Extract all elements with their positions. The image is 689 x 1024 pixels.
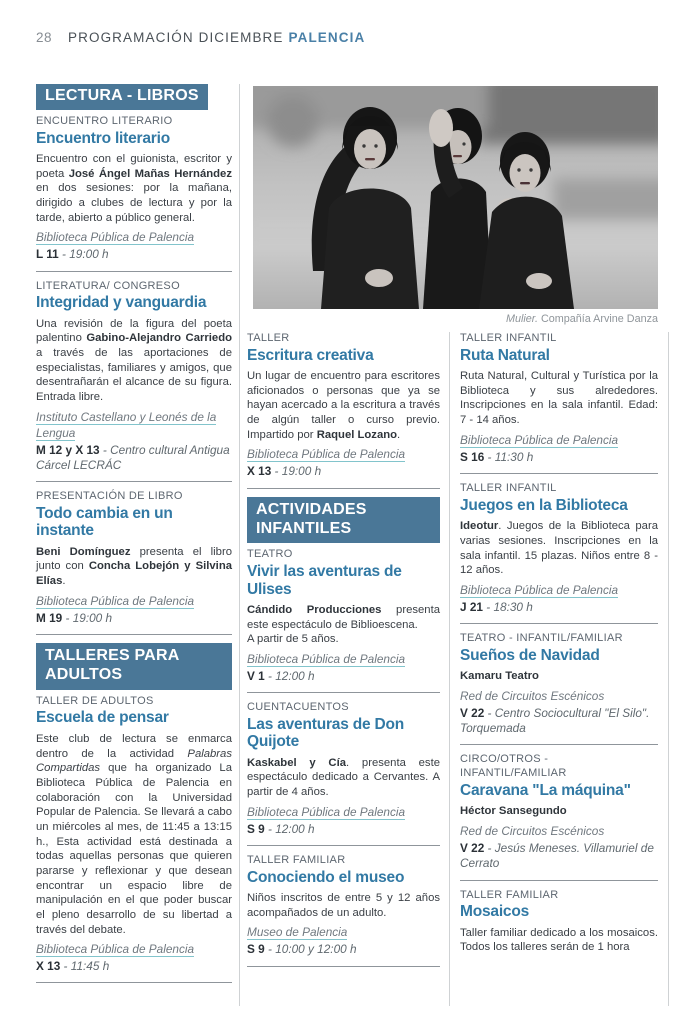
section-divider bbox=[247, 966, 440, 967]
text-run: a través de las aportaciones de especialistas, familiares y amigos, que desentrañarán el alcance de su figura. Entrada libre. bbox=[36, 347, 232, 404]
section-divider bbox=[36, 271, 232, 272]
event-time: - 19:00 h bbox=[58, 247, 109, 262]
event-day: V 22 bbox=[460, 840, 485, 855]
event-description bbox=[247, 891, 440, 920]
column-divider-middle bbox=[449, 332, 450, 1006]
text-run: Taller familiar dedicado a los mosaicos. Todos los talleres serán de 1 hora bbox=[460, 926, 658, 954]
event-title: Ruta Natural bbox=[460, 346, 550, 364]
event-title: Conociendo el museo bbox=[247, 868, 405, 886]
event-title: Sueños de Navidad bbox=[460, 646, 600, 664]
section-banner-label: LECTURA - LIBROS bbox=[45, 87, 199, 104]
page-header bbox=[36, 30, 365, 45]
page-title: PROGRAMACIÓN DICIEMBRE bbox=[68, 30, 284, 45]
event-category: CIRCO/OTROS - INFANTIL/FAMILIAR bbox=[460, 753, 567, 780]
event-venue bbox=[36, 942, 232, 958]
event-title: Caravana "La máquina" bbox=[460, 781, 631, 799]
text-run: A partir de 5 años. bbox=[247, 633, 339, 646]
event-title: Escuela de pensar bbox=[36, 709, 169, 727]
text-run: . bbox=[397, 428, 401, 441]
event-description bbox=[36, 317, 232, 405]
text-run: . bbox=[62, 575, 66, 588]
event-title: Las aventuras de Don Quijote bbox=[247, 715, 405, 751]
venue-link: Museo de Palencia bbox=[247, 925, 348, 940]
event-category: LITERATURA/ CONGRESO bbox=[36, 279, 180, 292]
venue-link: Biblioteca Pública de Palencia bbox=[36, 593, 195, 608]
event-day: X 13 bbox=[247, 464, 272, 479]
section-banner-label: INFANTILES bbox=[256, 519, 352, 537]
event-day: X 13 bbox=[36, 959, 61, 974]
event-day: L 11 bbox=[36, 247, 59, 262]
event-time: - 12:00 h bbox=[264, 821, 315, 836]
event-category: TALLER FAMILIAR bbox=[247, 853, 346, 866]
venue-link: Biblioteca Pública de Palencia bbox=[460, 432, 619, 447]
section-divider bbox=[36, 481, 232, 482]
event-time: - 12:00 h bbox=[264, 668, 315, 683]
event-description bbox=[460, 926, 658, 955]
section-divider bbox=[36, 634, 232, 635]
venue-link: Biblioteca Pública de Palencia bbox=[460, 582, 619, 597]
text-run: presenta el libro junto con bbox=[36, 545, 232, 573]
photo-caption bbox=[253, 313, 658, 325]
section-banner-label: TALLERES PARA bbox=[45, 646, 180, 664]
event-title: Mosaicos bbox=[460, 903, 530, 921]
column-left bbox=[36, 84, 232, 991]
text-run-italic: Palabras Compartidas bbox=[36, 747, 232, 775]
photo-caption-credit: Compañía Arvine Danza bbox=[537, 313, 658, 325]
text-run-bold: Beni Domínguez bbox=[36, 545, 131, 558]
event-description bbox=[36, 152, 232, 225]
event-title: Juegos en la Biblioteca bbox=[460, 496, 628, 514]
event-title: Integridad y vanguardia bbox=[36, 294, 207, 312]
event-place: - Jesús Meneses. Villamuriel de Cerrato bbox=[460, 840, 654, 871]
section-divider bbox=[460, 473, 658, 474]
event-day: V 1 bbox=[247, 668, 265, 683]
event-circuit bbox=[460, 824, 658, 840]
text-run-bold: Concha Lobejón y Silvina Elías bbox=[36, 560, 232, 588]
event-category: TALLER INFANTIL bbox=[460, 332, 557, 344]
event-venue bbox=[247, 925, 440, 941]
event-mosaicos bbox=[460, 889, 658, 955]
event-description bbox=[247, 603, 440, 632]
event-time: - 11:45 h bbox=[60, 959, 110, 974]
event-category: CUENTACUENTOS bbox=[247, 701, 349, 714]
event-title: Escritura creativa bbox=[247, 346, 374, 364]
event-circuit bbox=[460, 689, 658, 705]
event-integridad-vanguardia bbox=[36, 280, 232, 474]
event-datetime bbox=[460, 450, 658, 465]
event-day: M 12 y X 13 bbox=[36, 442, 100, 457]
column-right bbox=[460, 332, 658, 960]
text-run: . presenta este espectáculo dedicado a Cervantes. A partir de 4 años. bbox=[247, 756, 440, 799]
section-divider bbox=[247, 692, 440, 693]
event-datetime bbox=[247, 942, 440, 957]
event-datetime bbox=[460, 600, 658, 615]
text-run-bold: Raquel Lozano bbox=[316, 428, 398, 441]
column-middle bbox=[247, 332, 440, 975]
event-venue bbox=[36, 594, 232, 610]
text-run: Una revisión de la figura del poeta palentino bbox=[36, 317, 232, 345]
event-time: - 19:00 h bbox=[271, 464, 322, 479]
text-run-bold: Cándido Producciones bbox=[247, 603, 382, 616]
event-time: - 11:30 h bbox=[484, 449, 534, 464]
event-datetime bbox=[36, 959, 232, 974]
text-run-bold: Gabino-Alejandro Carriedo bbox=[86, 332, 232, 345]
event-juegos-biblioteca bbox=[460, 482, 658, 615]
text-run: Este club de lectura se enmarca dentro de la actividad bbox=[36, 732, 232, 760]
text-run: que ha organizado La Biblioteca Pública de Palencia en colaboración con la Universidad Popular de Palencia. Se llevará a cabo un miércoles al mes, de 11:45 a 13:15 h., Esta actividad está destinada a todas aquellas personas que quieren pararse y reflexionar y que desean encontrar un espacio libre de manipulación en el que poder buscar el pleno desarrollo de su libertad a través del debate. bbox=[36, 762, 232, 936]
event-performer: Kamaru Teatro bbox=[460, 670, 539, 683]
section-divider bbox=[460, 880, 658, 881]
event-day: M 19 bbox=[36, 610, 63, 625]
page-brand: PALENCIA bbox=[288, 30, 366, 45]
venue-link: Biblioteca Pública de Palencia bbox=[36, 230, 195, 245]
text-run: presenta este espectáculo de Biblioescena. bbox=[247, 603, 441, 631]
venue-link: Biblioteca Pública de Palencia bbox=[247, 651, 406, 666]
event-day: S 16 bbox=[460, 449, 485, 464]
event-day: S 9 bbox=[247, 821, 265, 836]
event-category: PRESENTACIÓN DE LIBRO bbox=[36, 490, 183, 503]
event-time: - 18:30 h bbox=[482, 599, 533, 614]
venue-link: Instituto Castellano y Leonés de la Lengua bbox=[36, 409, 217, 440]
event-category: TALLER bbox=[247, 332, 290, 344]
venue-link: Biblioteca Pública de Palencia bbox=[247, 804, 406, 819]
event-datetime bbox=[247, 822, 440, 837]
event-datetime bbox=[36, 247, 232, 262]
event-venue bbox=[460, 583, 658, 599]
event-datetime bbox=[247, 669, 440, 684]
event-category: ENCUENTRO LITERARIO bbox=[36, 114, 173, 127]
event-description bbox=[460, 369, 658, 428]
event-datetime bbox=[460, 706, 658, 737]
text-run: Un lugar de encuentro para escritores aficionados o personas que ya se hayan acercado a la escritura a través de algún taller o curso previo. Impartido por bbox=[247, 370, 440, 441]
venue-link: Biblioteca Pública de Palencia bbox=[247, 447, 406, 462]
section-divider bbox=[460, 744, 658, 745]
section-divider bbox=[36, 982, 232, 983]
text-run-bold: Ideotur bbox=[460, 520, 499, 533]
text-run: . Juegos de la Biblioteca para varias sesiones. Inscripciones en la sala infantil. 15 plazas. Niños entre 8 - 12 años. bbox=[460, 520, 658, 577]
event-escritura-creativa bbox=[247, 332, 440, 480]
event-suenos-de-navidad bbox=[460, 632, 658, 736]
section-banner-lectura-libros bbox=[36, 84, 208, 110]
event-escuela-de-pensar bbox=[36, 695, 232, 975]
text-run: Encuentro con el guionista, escritor y poeta bbox=[36, 152, 232, 180]
event-conociendo-el-museo bbox=[247, 854, 440, 958]
event-time: - 10:00 y 12:00 h bbox=[264, 942, 357, 957]
event-title: Todo cambia en un instante bbox=[36, 504, 173, 540]
event-venue bbox=[460, 433, 658, 449]
section-divider bbox=[247, 845, 440, 846]
event-vivir-aventuras-ulises bbox=[247, 548, 440, 684]
event-venue bbox=[247, 805, 440, 821]
event-category: TALLER DE ADULTOS bbox=[36, 694, 154, 707]
event-category: TEATRO - INFANTIL/FAMILIAR bbox=[460, 632, 623, 645]
section-banner-talleres-adultos bbox=[36, 643, 232, 690]
circuit-label: Red de Circuitos Escénicos bbox=[460, 688, 605, 703]
column-divider-right bbox=[668, 332, 669, 1006]
event-title: Vivir las aventuras de Ulises bbox=[247, 563, 402, 598]
event-description bbox=[36, 732, 232, 937]
circuit-label: Red de Circuitos Escénicos bbox=[460, 823, 605, 838]
column-divider-left bbox=[239, 84, 240, 1006]
event-category: TALLER INFANTIL bbox=[460, 482, 557, 495]
page-number: 28 bbox=[36, 30, 53, 45]
event-aventuras-don-quijote bbox=[247, 701, 440, 837]
event-day: V 22 bbox=[460, 705, 485, 720]
venue-link: Biblioteca Pública de Palencia bbox=[36, 942, 195, 957]
text-run: Ruta Natural, Cultural y Turística por la Biblioteca y sus alrededores. Inscripciones en la sala infantil. Edad: 7 - 14 años. bbox=[460, 370, 658, 427]
event-category: TALLER FAMILIAR bbox=[460, 888, 559, 901]
section-banner-actividades-infantiles bbox=[247, 497, 440, 544]
dancers-photo-graphic bbox=[253, 86, 658, 309]
event-description bbox=[36, 545, 232, 589]
text-run: en dos sesiones: por la mañana, dirigido a clubes de lectura y por la tarde, abierto a público general. bbox=[36, 182, 232, 224]
section-banner-label: ADULTOS bbox=[45, 665, 123, 683]
event-category: TEATRO bbox=[247, 548, 293, 561]
event-description bbox=[460, 519, 658, 578]
event-datetime bbox=[36, 611, 232, 626]
text-run-bold: Kaskabel y Cía bbox=[247, 756, 347, 769]
event-time: - 19:00 h bbox=[62, 610, 113, 625]
section-banner-label: ACTIVIDADES bbox=[256, 500, 367, 518]
event-place: - Centro Sociocultural "El Silo". Torquemada bbox=[460, 705, 650, 736]
event-place: - Centro cultural Antigua Cárcel LECRÁC bbox=[36, 442, 230, 472]
event-datetime bbox=[36, 443, 232, 474]
event-description bbox=[247, 756, 440, 800]
event-title: Encuentro literario bbox=[36, 129, 171, 147]
event-caravana-la-maquina bbox=[460, 753, 658, 871]
section-divider bbox=[247, 488, 440, 489]
event-day: S 9 bbox=[247, 942, 265, 957]
event-performer: Héctor Sansegundo bbox=[460, 805, 567, 818]
event-venue bbox=[36, 230, 232, 246]
event-day: J 21 bbox=[460, 599, 483, 614]
event-venue bbox=[247, 652, 440, 668]
event-datetime bbox=[460, 841, 658, 872]
text-run: Niños inscritos de entre 5 y 12 años acompañados de un adulto. bbox=[247, 892, 440, 919]
dancers-photo bbox=[253, 86, 658, 309]
event-todo-cambia bbox=[36, 490, 232, 626]
event-description bbox=[247, 369, 440, 442]
event-venue bbox=[36, 410, 232, 442]
event-venue bbox=[247, 447, 440, 463]
event-encuentro-literario bbox=[36, 115, 232, 263]
photo-caption-work: Mulier. bbox=[505, 313, 538, 325]
event-datetime bbox=[247, 464, 440, 479]
section-divider bbox=[460, 623, 658, 624]
event-ruta-natural bbox=[460, 332, 658, 465]
text-run-bold: José Ángel Mañas Hernández bbox=[68, 167, 232, 180]
event-description bbox=[247, 632, 440, 647]
